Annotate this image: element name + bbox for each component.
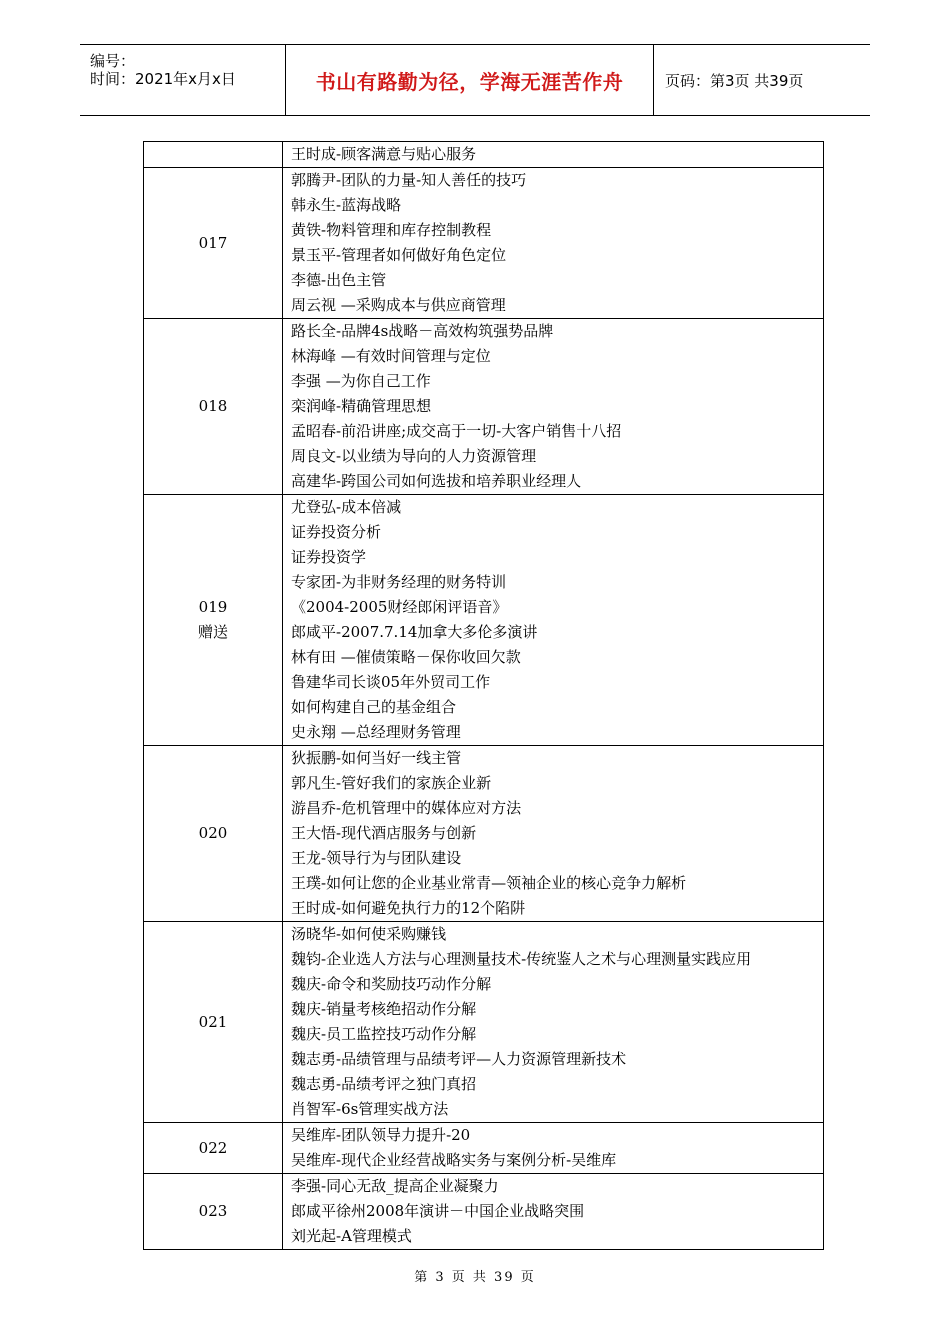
list-item: 吴维库-现代企业经营战略实务与案例分析-吴维库 bbox=[291, 1151, 617, 1169]
list-item: 王时成-如何避免执行力的12个陷阱 bbox=[291, 899, 526, 917]
course-list-cell bbox=[283, 319, 824, 495]
volume-number-cell bbox=[144, 319, 283, 495]
list-item: 林海峰 —有效时间管理与定位 bbox=[291, 347, 491, 365]
list-item: 魏庆-员工监控技巧动作分解 bbox=[291, 1025, 477, 1043]
course-list-cell bbox=[283, 495, 824, 746]
volume-number: 018 bbox=[198, 397, 228, 415]
serial-label: 编号： bbox=[90, 52, 136, 70]
list-item: 王龙-领导行为与团队建设 bbox=[291, 849, 462, 867]
list-item: 郭凡生-管好我们的家族企业新 bbox=[291, 774, 492, 792]
list-item: 尤登弘-成本倍减 bbox=[291, 498, 402, 516]
course-table bbox=[143, 141, 824, 1250]
table-row bbox=[144, 746, 824, 922]
header-motto: 书山有路勤为径，学海无涯苦作舟 bbox=[285, 45, 654, 115]
volume-number-cell bbox=[144, 746, 283, 922]
list-item: 周良文-以业绩为导向的人力资源管理 bbox=[291, 447, 537, 465]
list-item: 王大悟-现代酒店服务与创新 bbox=[291, 824, 477, 842]
list-item: 黄铁-物料管理和库存控制教程 bbox=[291, 221, 492, 239]
header-page-indicator: 页码：第3页 共39页 bbox=[665, 71, 804, 90]
list-item: 李强-同心无敌_提高企业凝聚力 bbox=[291, 1177, 499, 1195]
list-item: 狄振鹏-如何当好一线主管 bbox=[291, 749, 462, 767]
course-list-cell bbox=[283, 168, 824, 319]
volume-number-cell bbox=[144, 1123, 283, 1174]
header-meta bbox=[80, 45, 285, 115]
list-item: 王时成-顾客满意与贴心服务 bbox=[291, 145, 477, 163]
course-list-cell bbox=[283, 922, 824, 1123]
list-item: 孟昭春-前沿讲座;成交高于一切-大客户销售十八招 bbox=[291, 422, 622, 440]
list-item: 魏钧-企业选人方法与心理测量技术-传统鉴人之术与心理测量实践应用 bbox=[291, 950, 752, 968]
volume-number-cell bbox=[144, 142, 283, 168]
list-item: 证券投资分析 bbox=[291, 523, 382, 541]
list-item: 游昌乔-危机管理中的媒体应对方法 bbox=[291, 799, 522, 817]
list-item: 路长全-品牌4s战略－高效构筑强势品牌 bbox=[291, 322, 554, 340]
list-item: 魏庆-命令和奖励技巧动作分解 bbox=[291, 975, 492, 993]
list-item: 李强 —为你自己工作 bbox=[291, 372, 431, 390]
list-item: 魏志勇-品绩考评之独门真招 bbox=[291, 1075, 477, 1093]
list-item: 景玉平-管理者如何做好角色定位 bbox=[291, 246, 507, 264]
table-row bbox=[144, 1174, 824, 1250]
volume-number: 019 bbox=[198, 598, 228, 616]
list-item: 《2004-2005财经郎闲评语音》 bbox=[291, 598, 508, 616]
list-item: 郎咸平-2007.7.14加拿大多伦多演讲 bbox=[291, 623, 538, 641]
course-list-cell bbox=[283, 1123, 824, 1174]
page-footer: 第 3 页 共 39 页 bbox=[414, 1270, 536, 1285]
list-item: 郎咸平徐州2008年演讲－中国企业战略突围 bbox=[291, 1202, 585, 1220]
list-item: 周云视 —采购成本与供应商管理 bbox=[291, 296, 506, 314]
volume-number: 022 bbox=[198, 1138, 228, 1157]
table-row bbox=[144, 1123, 824, 1174]
volume-number: 020 bbox=[198, 824, 228, 842]
volume-number-cell bbox=[144, 495, 283, 746]
list-item: 李德-出色主管 bbox=[291, 271, 387, 289]
list-item: 证券投资学 bbox=[291, 548, 367, 566]
list-item: 魏志勇-品绩管理与品绩考评—人力资源管理新技术 bbox=[291, 1050, 627, 1068]
table-row bbox=[144, 922, 824, 1123]
table-row bbox=[144, 142, 824, 168]
list-item: 如何构建自己的基金组合 bbox=[291, 698, 457, 716]
volume-number-cell bbox=[144, 922, 283, 1123]
list-item: 郭腾尹-团队的力量-知人善任的技巧 bbox=[291, 171, 527, 189]
time-label: 时间：2021年x月x日 bbox=[90, 70, 236, 88]
list-item: 吴维库-团队领导力提升-20 bbox=[291, 1126, 471, 1144]
volume-number: 023 bbox=[198, 1202, 228, 1220]
table-row bbox=[144, 168, 824, 319]
volume-number-cell bbox=[144, 1174, 283, 1250]
table-row bbox=[144, 319, 824, 495]
page-header bbox=[80, 44, 870, 116]
course-list-cell bbox=[283, 1174, 824, 1250]
volume-number-cell bbox=[144, 168, 283, 319]
volume-number: 017 bbox=[198, 233, 228, 252]
volume-number: 021 bbox=[198, 1012, 228, 1031]
list-item: 韩永生-蓝海战略 bbox=[291, 196, 402, 214]
list-item: 肖智军-6s管理实战方法 bbox=[291, 1100, 449, 1118]
list-item: 魏庆-销量考核绝招动作分解 bbox=[291, 1000, 477, 1018]
list-item: 王璞-如何让您的企业基业常青—领袖企业的核心竞争力解析 bbox=[291, 874, 687, 892]
list-item: 汤晓华-如何使采购赚钱 bbox=[291, 925, 447, 943]
course-list-cell bbox=[283, 746, 824, 922]
list-item: 史永翔 —总经理财务管理 bbox=[291, 723, 461, 741]
table-row bbox=[144, 495, 824, 746]
list-item: 栾润峰-精确管理思想 bbox=[291, 397, 432, 415]
list-item: 专家团-为非财务经理的财务特训 bbox=[291, 573, 507, 591]
list-item: 鲁建华司长谈05年外贸司工作 bbox=[291, 673, 491, 691]
list-item: 林有田 —催债策略－保你收回欠款 bbox=[291, 648, 521, 666]
list-item: 刘光起-A管理模式 bbox=[291, 1227, 412, 1245]
list-item: 高建华-跨国公司如何选拔和培养职业经理人 bbox=[291, 472, 582, 490]
course-list-cell bbox=[283, 142, 824, 168]
volume-number: 赠送 bbox=[197, 623, 228, 641]
